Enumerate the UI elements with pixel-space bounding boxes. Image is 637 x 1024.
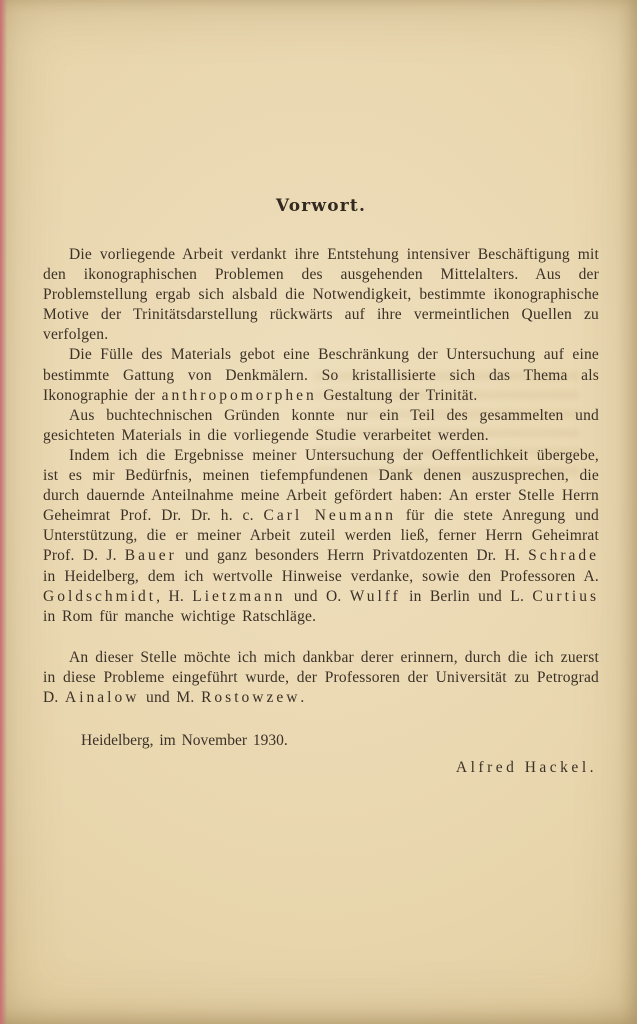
letterspaced-name: Ainalow: [65, 688, 140, 706]
paragraph-text: in Berlin und L.: [400, 587, 533, 605]
paragraph-text: .: [300, 688, 305, 706]
paragraph-text: Gestaltung der Trinität.: [316, 386, 478, 404]
letterspaced-name: Wulff: [349, 587, 401, 605]
paragraph-text: Indem ich die Ergebnisse meiner Untersuchung der Oeffentlichkeit übergebe, ist es mir Bedürfnis, meinen tiefempfundenen Dank denen auszusprechen, die durch dauernde Anteilnahme meine Arbeit gefördert haben: An erster Stelle Herrn Geheimrat Prof. Dr. Dr. h. c.: [43, 446, 599, 525]
letterspaced-name: Goldschmidt: [43, 587, 157, 605]
preface-paragraph-5: [43, 648, 599, 708]
letterspaced-name: Curtius: [532, 587, 599, 605]
paragraph-text: Die Fülle des Materials gebot eine Beschränkung der Untersuchung auf eine bestimmte Gattung von Denkmälern. So kristallisierte sich das Thema als Ikonographie der: [43, 346, 599, 404]
preface-paragraph-2: [43, 345, 599, 405]
paragraph-text: und O.: [285, 587, 350, 605]
preface-paragraph-3: [43, 406, 599, 446]
paragraph-text: und ganz besonders Herrn Privatdozenten Dr. H.: [176, 547, 529, 565]
paragraph-text: in Rom für manche wichtige Ratschläge.: [43, 607, 317, 625]
letterspaced-name: anthropomorphen: [161, 386, 317, 404]
letterspaced-name: Lietzmann: [192, 587, 286, 605]
paragraph-text: Aus buchtechnischen Gründen konnte nur ein Teil des gesammelten und gesichteten Materials in die vorliegende Studie verarbeitet werden.: [43, 406, 599, 444]
preface-paragraph-4: [43, 446, 599, 627]
paragraph-text: An dieser Stelle möchte ich mich dankbar derer erinnern, durch die ich zuerst in diese Probleme eingeführt wurde, der Professoren der Universität zu Petrograd D.: [43, 648, 599, 706]
author-signature-text: Alfred Hackel.: [455, 759, 597, 777]
author-signature: [43, 758, 597, 778]
dateline: Heidelberg, im November 1930.: [81, 732, 288, 750]
letterspaced-name: Carl Neumann: [263, 507, 396, 525]
paragraph-text: für die stete Anregung und Unterstützung, die er meiner Arbeit zuteil werden ließ, ferner Herrn Geheimrat Prof. D. J.: [43, 507, 599, 565]
preface-title: Vorwort.: [275, 196, 367, 216]
letterspaced-name: Schrade: [528, 547, 599, 565]
paragraph-text: und M.: [139, 688, 202, 706]
preface-paragraph-1: [43, 245, 599, 345]
letterspaced-name: Bauer: [124, 547, 177, 565]
paragraph-text: , H.: [156, 587, 193, 605]
letterspaced-name: Rostowzew: [201, 688, 301, 706]
paragraph-text: Die vorliegende Arbeit verdankt ihre Entstehung intensiver Beschäftigung mit den ikonographischen Problemen des ausgehenden Mittelalters. Aus der Problemstellung ergab sich alsbald die Notwendigkeit, bestimmte ikonographische Motive der Trinitätsdarstellung rückwärts auf ihre vermeintlichen Quellen zu verfolgen.: [43, 246, 599, 344]
paragraph-text: in Heidelberg, dem ich wertvolle Hinweise verdanke, sowie den Professoren A.: [43, 567, 599, 585]
